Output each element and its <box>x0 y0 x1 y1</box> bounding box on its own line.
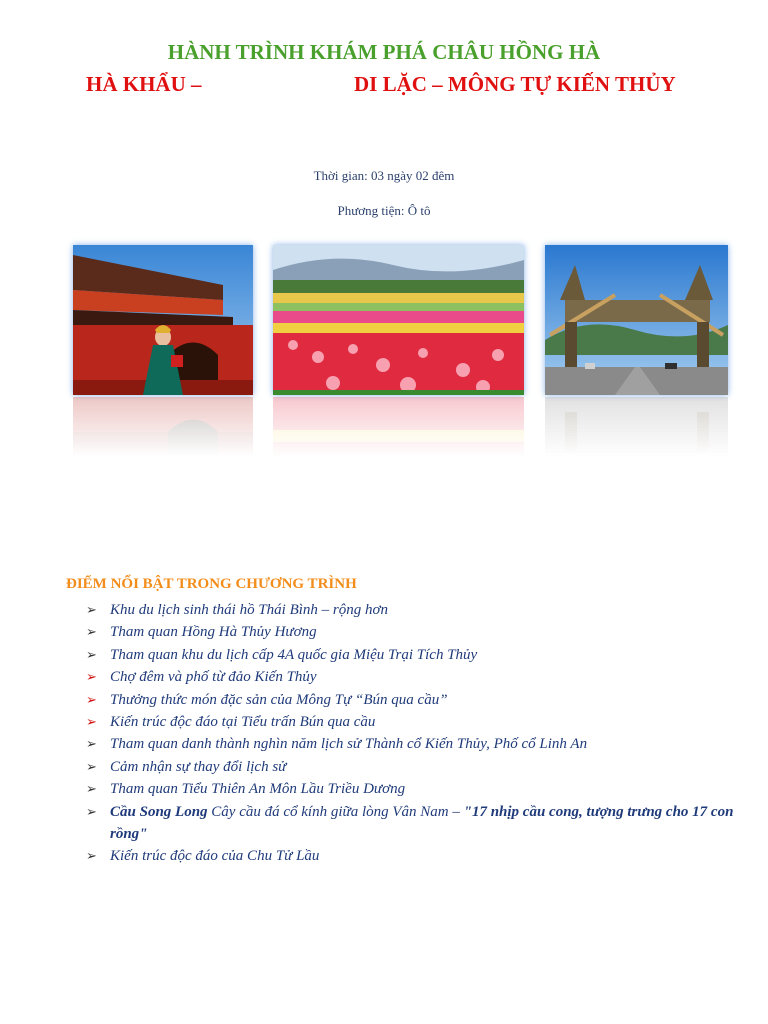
photo-gate-arch-reflection <box>545 397 728 457</box>
list-item: ➢ Chợ đêm và phố từ đảo Kiến Thủy <box>86 666 736 688</box>
photo-gate-arch <box>545 245 728 395</box>
photo-red-gate <box>73 245 253 395</box>
arrowhead-bullet-icon: ➢ <box>86 624 97 640</box>
list-item: ➢ Tham quan danh thành nghìn năm lịch sử Thành cổ Kiến Thủy, Phố cổ Linh An <box>86 733 736 755</box>
list-item: ➢ Tham quan khu du lịch cấp 4A quốc gia Miệu Trại Tích Thủy <box>86 644 736 666</box>
arrowhead-bullet-icon: ➢ <box>86 758 97 774</box>
photo-red-gate-reflection <box>73 397 253 457</box>
list-item: ➢ Thưởng thức món đặc sản của Mông Tự “Bún qua cầu” <box>86 689 736 711</box>
list-item: ➢ Kiến trúc độc đáo của Chu Tử Lầu <box>86 845 736 867</box>
route-left: HÀ KHẨU – <box>86 72 202 96</box>
page-title: HÀNH TRÌNH KHÁM PHÁ CHÂU HỒNG HÀ <box>167 40 601 64</box>
section-title: ĐIỂM NỔI BẬT TRONG CHƯƠNG TRÌNH <box>66 576 357 592</box>
arrowhead-bullet-icon: ➢ <box>86 602 97 617</box>
list-item: ➢ Kiến trúc độc đáo tại Tiểu trấn Bún qua cầu <box>86 711 736 733</box>
list-item: ➢ Cầu Song Long Cây cầu đá cổ kính giữa lòng Vân Nam – "17 nhịp cầu cong, tượng trưng cho 17 con rồng" <box>86 801 736 846</box>
duration-text: Thời gian: 03 ngày 02 đêm <box>313 168 455 183</box>
arrowhead-bullet-icon: ➢ <box>86 646 97 662</box>
arrowhead-bullet-icon: ➢ <box>86 714 97 730</box>
highlights-list <box>86 599 736 868</box>
list-item: ➢ Cảm nhận sự thay đổi lịch sử <box>86 756 736 778</box>
list-item: ➢ Tham quan Hồng Hà Thủy Hương <box>86 621 736 643</box>
photo-flower-field-reflection <box>273 397 524 457</box>
arrowhead-bullet-icon: ➢ <box>86 803 97 819</box>
arrowhead-bullet-icon: ➢ <box>86 669 97 685</box>
list-item: ➢ Khu du lịch sinh thái hồ Thái Bình – rộng hơn <box>86 599 736 621</box>
arrowhead-bullet-icon: ➢ <box>86 736 97 752</box>
list-item: ➢ Tham quan Tiểu Thiên An Môn Lầu Triều Dương <box>86 778 736 800</box>
arrowhead-bullet-icon: ➢ <box>86 848 97 864</box>
arrowhead-bullet-icon: ➢ <box>86 781 97 797</box>
photo-flower-field <box>273 245 524 395</box>
arrowhead-bullet-icon: ➢ <box>86 691 97 707</box>
route-right: DI LẶC – MÔNG TỰ KIẾN THỦY <box>354 72 676 96</box>
transport-text: Phương tiện: Ô tô <box>337 203 431 218</box>
